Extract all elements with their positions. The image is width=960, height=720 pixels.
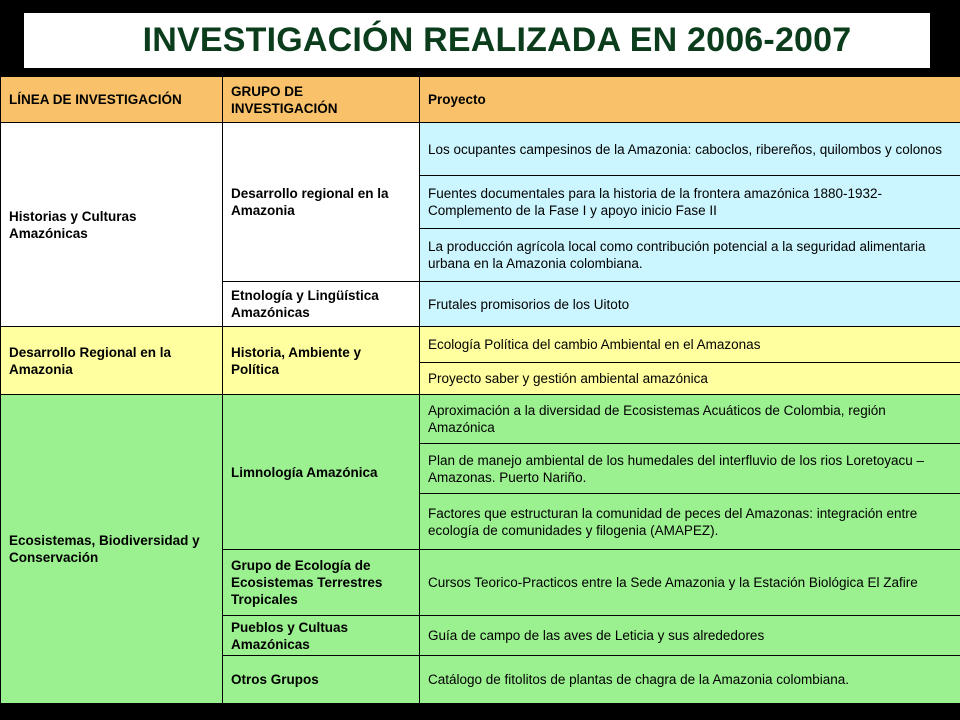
project-cell: Factores que estructuran la comunidad de peces del Amazonas: integración entre ecología de comunidades y filogenia (AMAPEZ).: [420, 494, 960, 550]
project-cell: Fuentes documentales para la historia de la frontera amazónica 1880-1932- Complemento de la Fase I y apoyo inicio Fase II: [420, 176, 960, 229]
project-cell: Frutales promisorios de los Uitoto: [420, 282, 960, 327]
group-cell: Grupo de Ecología de Ecosistemas Terrestres Tropicales: [223, 550, 420, 616]
header-group: GRUPO DE INVESTIGACIÓN: [223, 77, 420, 123]
line-cell: Desarrollo Regional en la Amazonia: [1, 327, 223, 395]
project-cell: Aproximación a la diversidad de Ecosistemas Acuáticos de Colombia, región Amazónica: [420, 395, 960, 444]
table-row: [1, 327, 960, 363]
line-cell: Ecosistemas, Biodiversidad y Conservación: [1, 395, 223, 704]
table-row: [1, 123, 960, 176]
project-cell: Plan de manejo ambiental de los humedales del interfluvio de los rios Loretoyacu – Amazonas. Puerto Nariño.: [420, 444, 960, 494]
project-cell: Catálogo de fitolitos de plantas de chagra de la Amazonia colombiana.: [420, 656, 960, 704]
research-table: [0, 76, 960, 704]
group-cell: Otros Grupos: [223, 656, 420, 704]
title-banner: [24, 13, 930, 68]
group-cell: Etnología y Lingüística Amazónicas: [223, 282, 420, 327]
group-cell: Pueblos y Cultuas Amazónicas: [223, 616, 420, 656]
table-row: [1, 395, 960, 444]
project-cell: Guía de campo de las aves de Leticia y sus alrededores: [420, 616, 960, 656]
header-project: Proyecto: [420, 77, 960, 123]
header-line: LÍNEA DE INVESTIGACIÓN: [1, 77, 223, 123]
page-title: INVESTIGACIÓN REALIZADA EN 2006-2007: [142, 21, 852, 59]
table-header-row: [1, 77, 960, 123]
group-cell: Limnología Amazónica: [223, 395, 420, 550]
group-cell: Historia, Ambiente y Política: [223, 327, 420, 395]
project-cell: Ecología Política del cambio Ambiental en el Amazonas: [420, 327, 960, 363]
project-cell: Proyecto saber y gestión ambiental amazónica: [420, 363, 960, 395]
project-cell: Cursos Teorico-Practicos entre la Sede Amazonia y la Estación Biológica El Zafire: [420, 550, 960, 616]
project-cell: La producción agrícola local como contribución potencial a la seguridad alimentaria urbana en la Amazonia colombiana.: [420, 229, 960, 282]
group-cell: Desarrollo regional en la Amazonia: [223, 123, 420, 282]
line-cell: Historias y Culturas Amazónicas: [1, 123, 223, 327]
project-cell: Los ocupantes campesinos de la Amazonia: caboclos, ribereños, quilombos y colonos: [420, 123, 960, 176]
